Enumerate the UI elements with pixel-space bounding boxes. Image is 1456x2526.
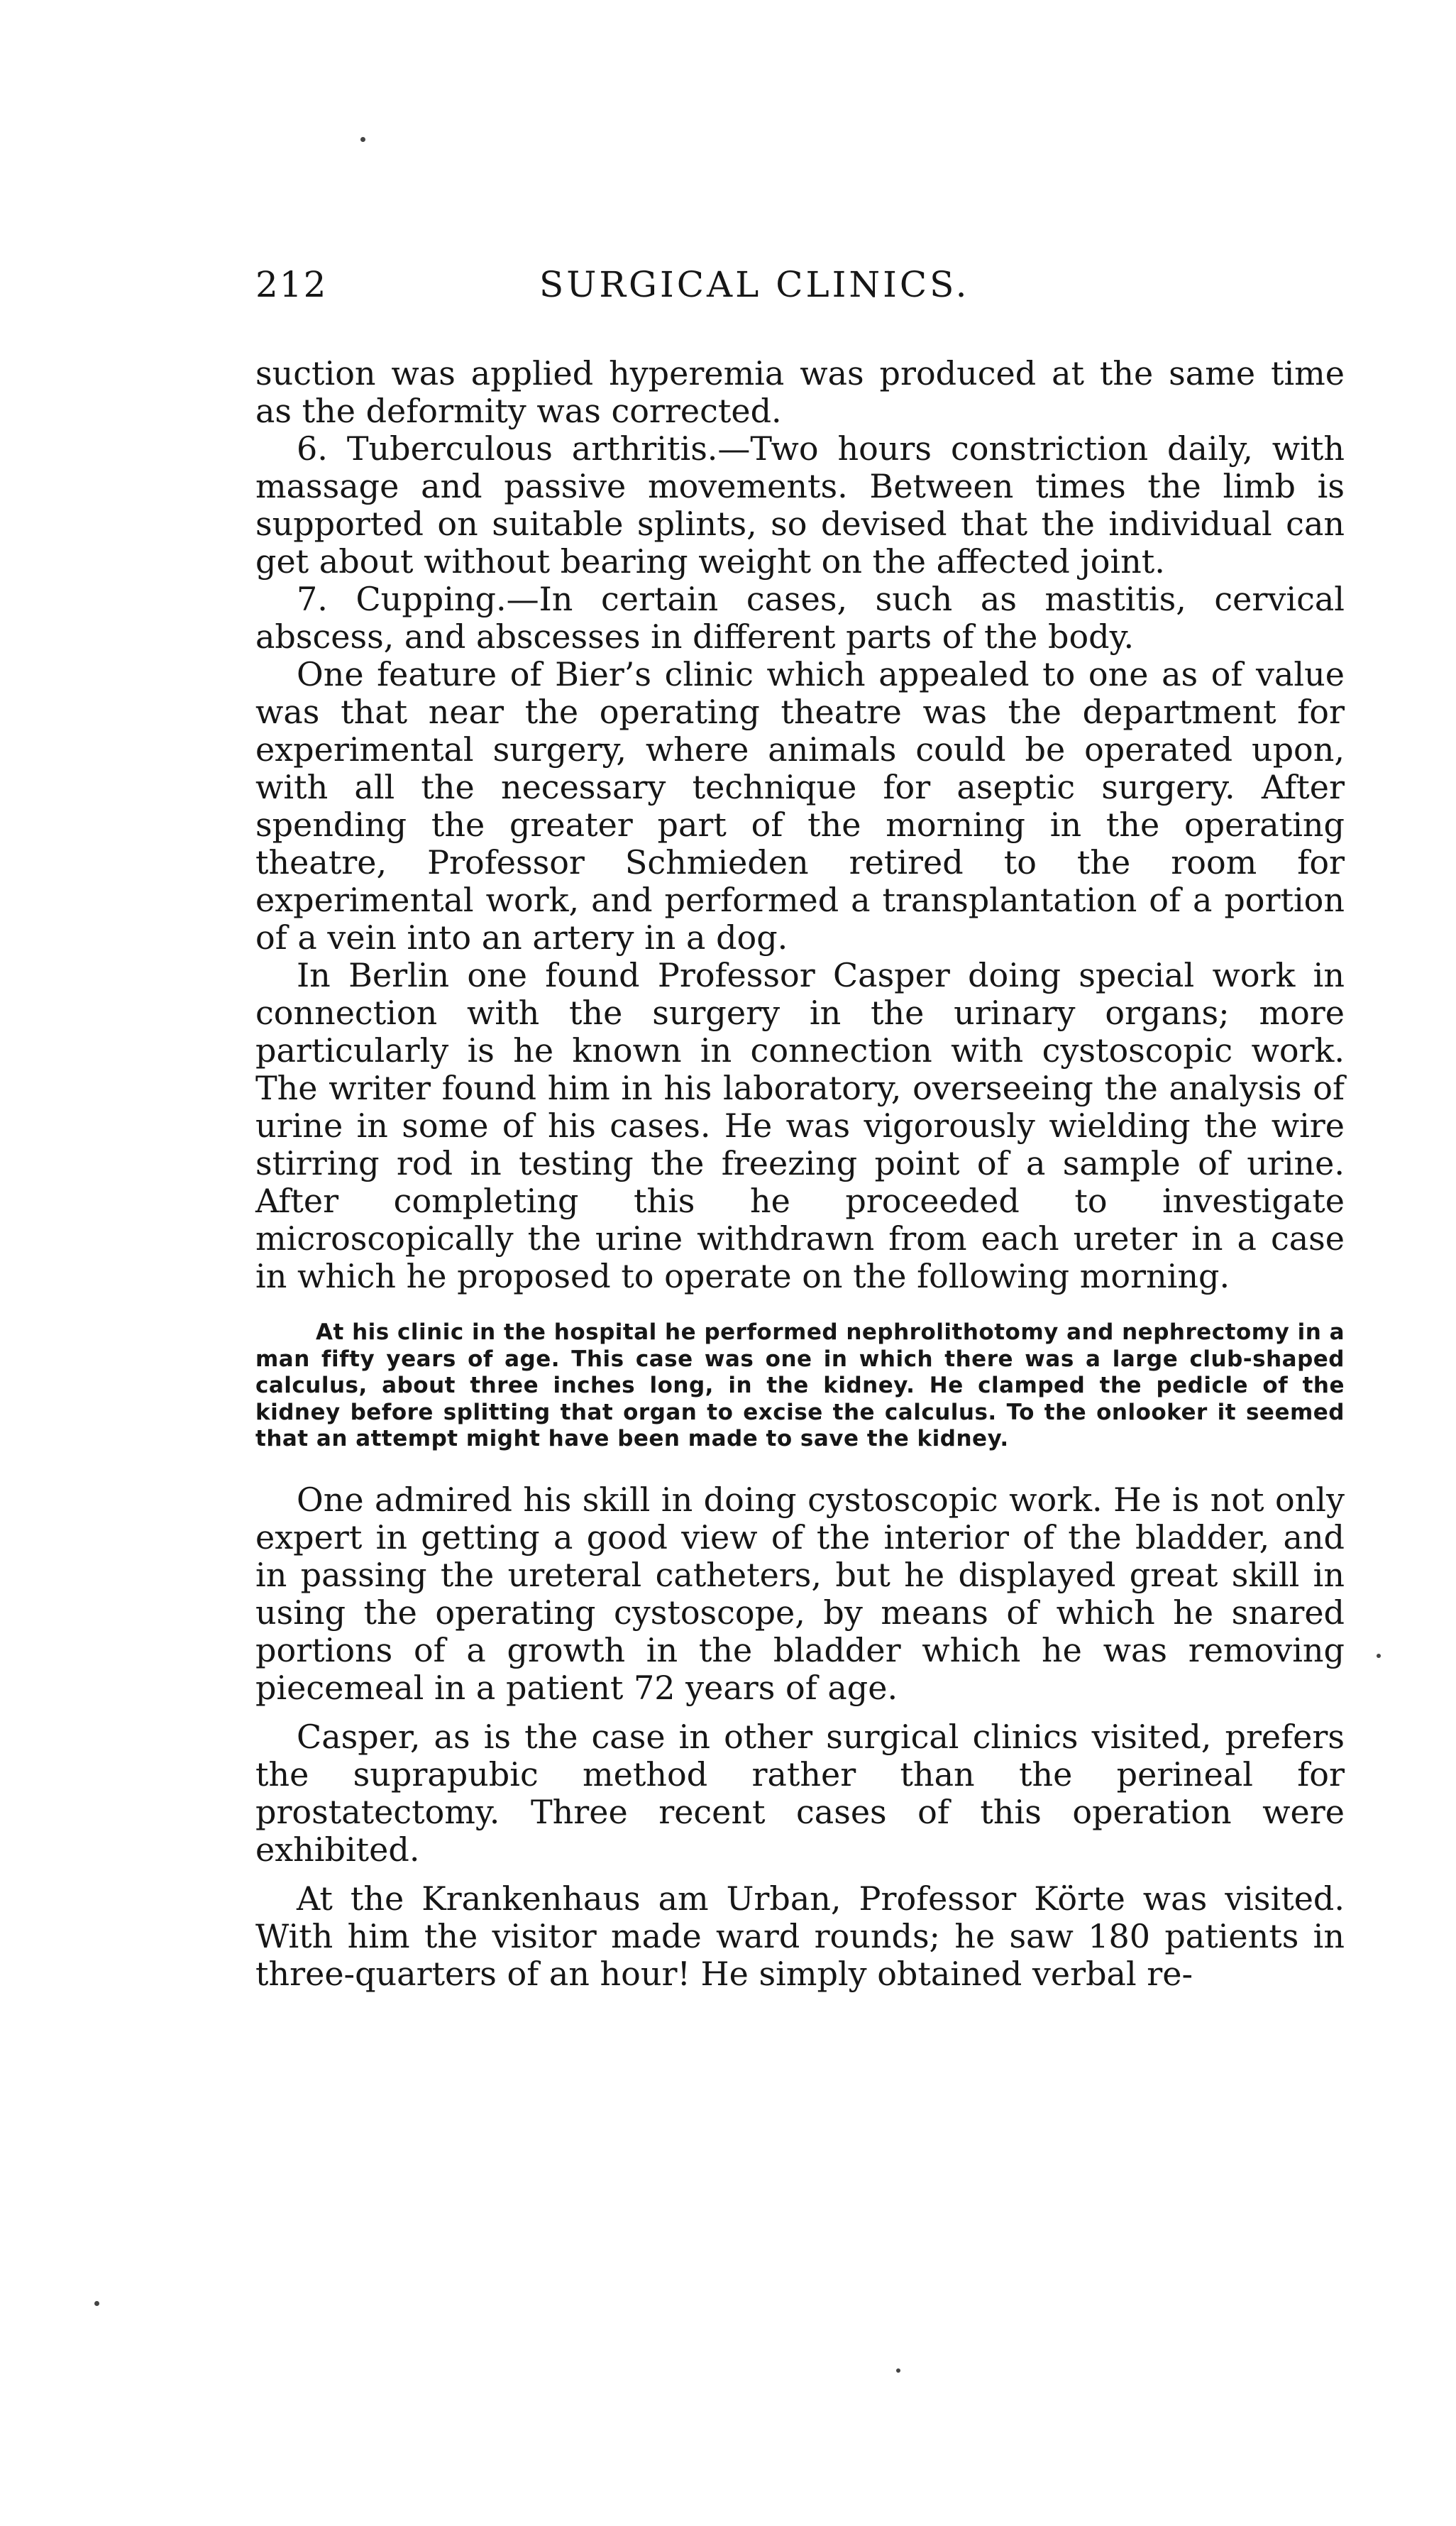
page-header bbox=[255, 264, 1345, 328]
scan-speck bbox=[94, 2301, 99, 2306]
paragraph-cupping: 7. Cupping.—In certain cases, such as mastitis, cervical abscess, and abscesses in different parts of the body. bbox=[255, 580, 1345, 656]
page-number: 212 bbox=[255, 264, 328, 305]
paragraph-tuberculous-arthritis: 6. Tuberculous arthritis.—Two hours constriction daily, with massage and passive movements. Between times the limb is supported on suitable splints, so devised that the individual can get about without bearing weight on the affected joint. bbox=[255, 429, 1345, 581]
paragraph-korte-visit: At the Krankenhaus am Urban, Professor Körte was visited. With him the visitor made ward rounds; he saw 180 patients in three-quarters of an hour! He simply obtained verbal re- bbox=[255, 1879, 1345, 1993]
running-head: SURGICAL CLINICS. bbox=[539, 264, 970, 305]
paragraph-cystoscopic-skill: One admired his skill in doing cystoscopic work. He is not only expert in getting a good view of the interior of the bladder, and in passing the ureteral catheters, but he displayed great skill in using the operating cystoscope, by means of which he snared portions of a growth in the bladder which he was removing piecemeal in a patient 72 years of age. bbox=[255, 1480, 1345, 1707]
paragraph-continued: suction was applied hyperemia was produced at the same time as the deformity was corrected. bbox=[255, 354, 1345, 430]
paragraph-prostatectomy: Casper, as is the case in other surgical clinics visited, prefers the suprapubic method rather than the perineal for prostatectomy. Three recent cases of this operation were exhibited. bbox=[255, 1717, 1345, 1869]
paragraph-bier-clinic: One feature of Bier’s clinic which appealed to one as of value was that near the operating theatre was the department for experimental surgery, where animals could be operated upon, with all the necessary technique for aseptic surgery. After spending the greater part of the morning in the operating theatre, Professor Schmieden retired to the room for experimental work, and performed a transplantation of a portion of a vein into an artery in a dog. bbox=[255, 655, 1345, 957]
paragraph-casper-berlin: In Berlin one found Professor Casper doing special work in connection with the surgery in the urinary organs; more particularly is he known in connection with cystoscopic work. The writer found him in his laboratory, overseeing the analysis of urine in some of his cases. He was vigorously wielding the wire stirring rod in testing the freezing point of a sample of urine. After completing this he proceeded to investigate microscopically the urine withdrawn from each ureter in a case in which he proposed to operate on the following morning. bbox=[255, 956, 1345, 1295]
scan-speck bbox=[1377, 1654, 1381, 1658]
scan-speck bbox=[360, 137, 365, 142]
scan-speck bbox=[896, 2368, 900, 2373]
body-text bbox=[255, 355, 1345, 1993]
small-print-case-note: At his clinic in the hospital he performed nephrolithotomy and nephrectomy in a man fifty years of age. This case was one in which there was a large club-shaped calculus, about three inches long, in the kidney. He clamped the pedicle of the kidney before splitting that organ to excise the calculus. To the onlooker it seemed that an attempt might have been made to save the kidney. bbox=[255, 1319, 1345, 1451]
